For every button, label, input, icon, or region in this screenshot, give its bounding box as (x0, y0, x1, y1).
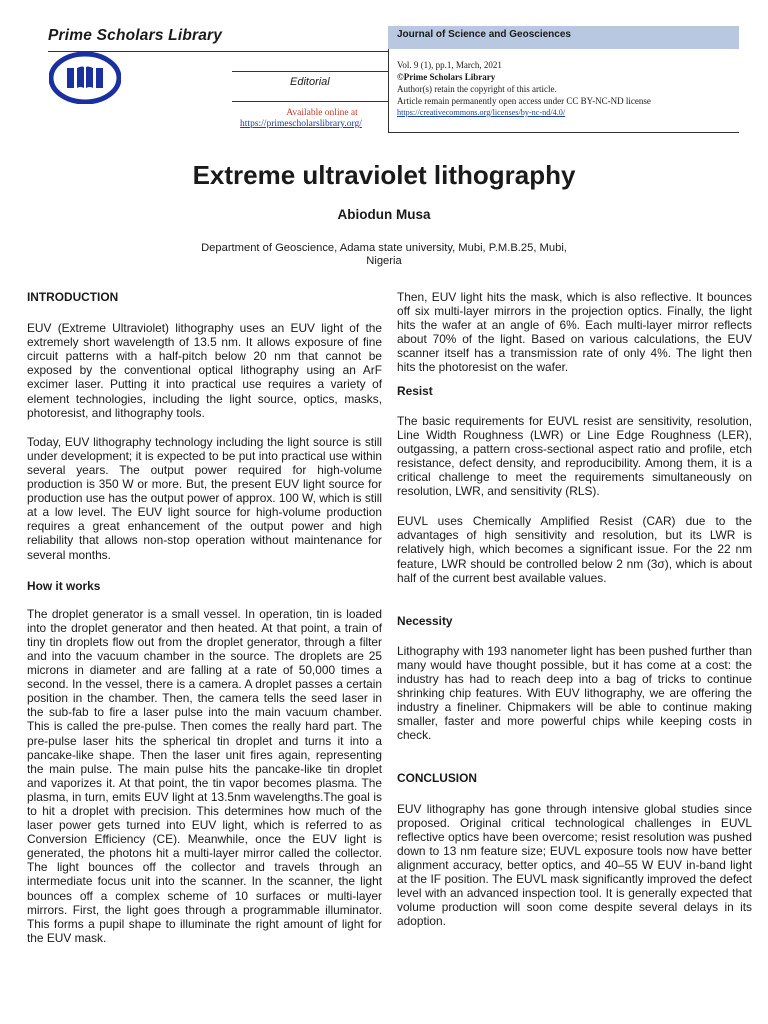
open-book-logo-icon (49, 52, 121, 104)
author-name: Abiodun Musa (337, 207, 431, 222)
how-it-works-heading: How it works (27, 578, 101, 593)
how-it-works-paragraph: The droplet generator is a small vessel. In operation, tin is loaded into the droplet generator and then heated. At that point, a train of tiny tin droplets flow out from the droplet generator, through a filter and into the vacuum chamber in the source. The droplets are 25 microns in diameter and are falling at a rate of 50,000 times a second. In the vessel, there is a camera. A droplet passes a certain position in the chamber. Then, the camera tells the seed laser in the sub-fab to fire a laser pulse into the main vacuum chamber. This is called the pre-pulse. Then comes the really hard part. The pre-pulse laser hits the spherical tin droplet and turns it into a pancake-like shape. Then the laser unit fires again, representing the main pulse. The main pulse hits the pancake-like tin droplet and vaporizes it. At that point, the tin vapor becomes plasma. The plasma, in turn, emits EUV light at 13.5nm wavelengths.The goal is to hit a droplet with precision. This determines how much of the laser power gets turned into EUV light, which is referred to as Conversion Efficiency (CE). Meanwhile, once the EUV light is generated, the photons hit a multi-layer mirror called the collector. The light bounces off the collector and travels through an intermediate focus unit into the scanner. In the scanner, the light bounces off a complex scheme of 10 surfaces or multi-layer mirrors. First, the light goes through a programmable illuminator. This forms a pupil shape to illuminate the right amount of light for the EUV mask. (27, 606, 382, 945)
copyright-notice: Author(s) retain the copyright of this article. (397, 84, 557, 94)
section-label: Editorial (290, 76, 330, 88)
affiliation-line-1: Department of Geoscience, Adama state university, Mubi, P.M.B.25, Mubi, (201, 242, 567, 254)
resist-paragraph-1: The basic requirements for EUVL resist are sensitivity, resolution, Line Width Roughness (LWR) or Line Edge Roughness (LER), outgassing, a pattern cross-sectional aspect ratio and profile, etch resistance, defect density, and reproducibility. Among them, it is a critical challenge to meet the requirements simultaneously on resolution, LWR, and sensitivity (RLS). (397, 413, 752, 499)
journal-title: Journal of Science and Geosciences (397, 29, 571, 40)
introduction-paragraph-2: Today, EUV lithography technology including the light source is still under development; it is expected to be put into practical use within several years. The output power required for high-volume production is 350 W or more. But, the present EUV light source for production use has the output power of approx. 100 W, which is still at a low level. The EUV light source for high-volume production requires a great enhancement of the output power and high reliability that allows non-stop operation without maintenance for several months. (27, 434, 382, 562)
header-divider-top (48, 51, 388, 52)
available-online-label: Available online at (286, 108, 358, 118)
conclusion-heading: CONCLUSION (397, 771, 477, 786)
header-divider-mid (232, 71, 388, 72)
publisher-name: Prime Scholars Library (48, 27, 223, 44)
license-url-link[interactable]: https://creativecommons.org/licenses/by-nc-nd/4.0/ (397, 108, 566, 117)
necessity-paragraph: Lithography with 193 nanometer light has been pushed further than many would have thought possible, but it has come at a cost: the industry has had to reach deep into a bag of tricks to continue shrinking chip features. With EUV lithography, we are offering the industry a fineliner. Chipmakers will be able to continue making smaller, faster and more powerful chips while keeping costs in check. (397, 643, 752, 743)
left-column (27, 290, 382, 945)
paper-title: Extreme ultraviolet lithography (192, 160, 576, 190)
volume-info: Vol. 9 (1), pp.1, March, 2021 (397, 60, 502, 70)
header-divider-low (232, 101, 388, 102)
affiliation-line-2: Nigeria (366, 255, 402, 267)
resist-paragraph-2: EUVL uses Chemically Amplified Resist (CAR) due to the advantages of high sensitivity and resolution, but its LWR is relatively high, which becomes a significant issue. For the 22 nm feature, LWR should be controlled below 2 nm (3σ), which is about half of the current best available values. (397, 514, 752, 585)
continued-paragraph: Then, EUV light hits the mask, which is also reflective. It bounces off six multi-layer mirrors in the projection optics. Finally, the light hits the wafer at an angle of 6%. Each multi-layer mirror reflects about 70% of the light. Based on various calculations, the EUV scanner itself has a transmission rate of only 4%. The light then hits the photoresist on the wafer. (397, 290, 752, 375)
introduction-paragraph-1: EUV (Extreme Ultraviolet) lithography uses an EUV light of the extremely short wavelength of 13.5 nm. It allows exposure of fine circuit patterns with a half-pitch below 20 nm that cannot be exposed by the conventional optical lithography using an ArF excimer laser. Putting it into practical use requires a variety of element technologies, including the light source, optics, masks, photoresist, and lithography tools. (27, 321, 382, 420)
publisher-url-link[interactable]: https://primescholarslibrary.org/ (240, 119, 362, 129)
affiliation (170, 242, 598, 268)
license-notice: Article remain permanently open access under CC BY-NC-ND license (397, 96, 651, 106)
right-column (397, 290, 752, 928)
introduction-heading: INTRODUCTION (27, 290, 119, 304)
necessity-heading: Necessity (397, 613, 453, 628)
copyright-holder: ©Prime Scholars Library (397, 72, 496, 82)
header-divider-bottom (388, 132, 739, 133)
resist-heading: Resist (397, 383, 433, 398)
conclusion-paragraph: EUV lithography has gone through intensive global studies since proposed. Original critical technological challenges in EUVL reflective optics have been overcome; resist resolution was pushed down to 13 nm feature size; EUVL exposure tools now have better alignment accuracy, better optics, and 40–55 W EUV in-band light at the IF position. The EUVL mask significantly improved the defect level with an advanced inspection tool. It is generally expected that volume production will soon come despite several delays in its adoption. (397, 801, 752, 929)
